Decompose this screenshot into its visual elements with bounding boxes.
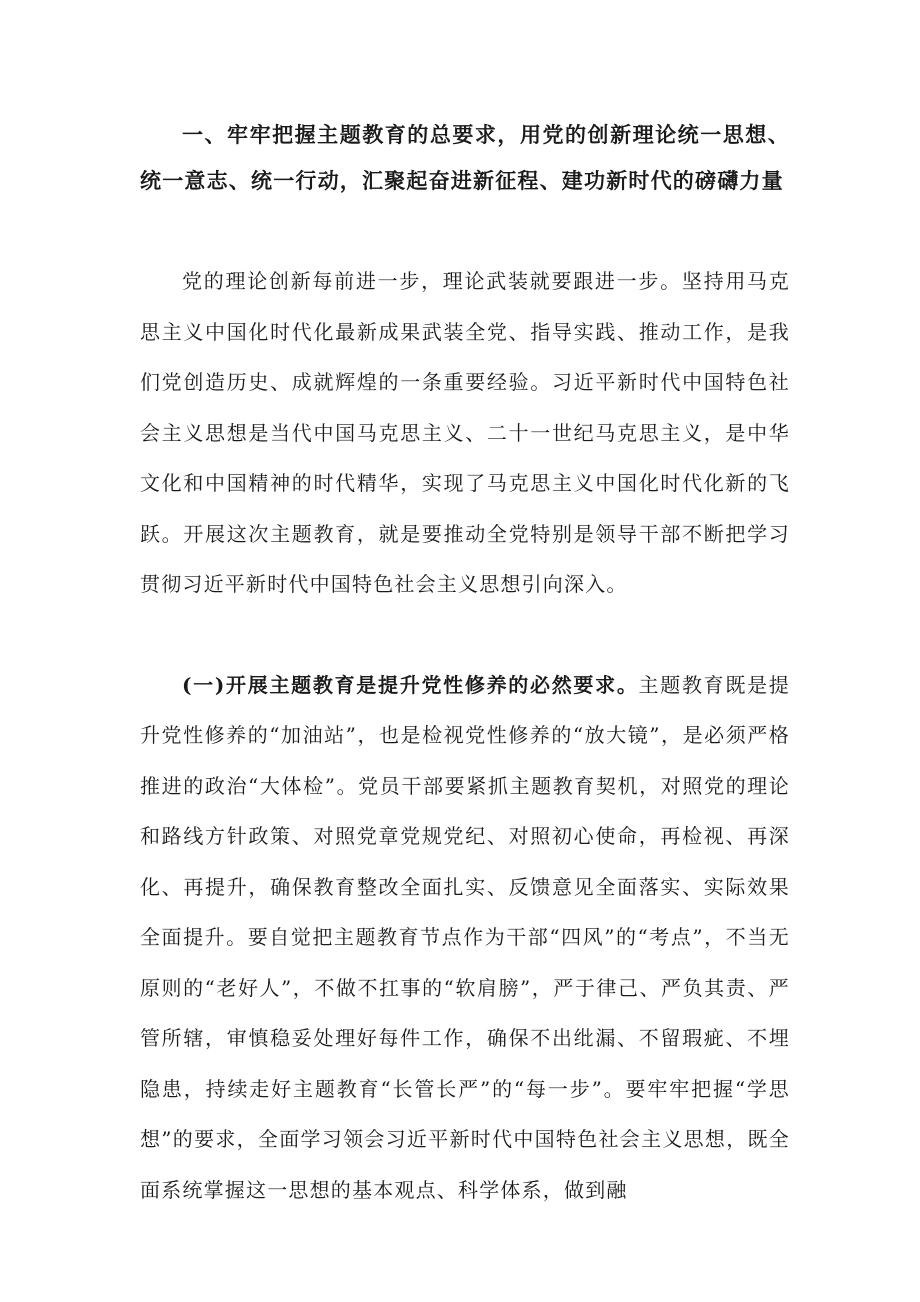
paragraph-1: 党的理论创新每前进一步，理论武装就要跟进一步。坚持用马克思主义中国化时代化最新成果武装全党、指导实践、推动工作，是我们党创造历史、成就辉煌的一条重要经验。习近平新时代中国特色社会主义思想是当代中国马克思主义、二十一世纪马克思主义，是中华文化和中国精神的时代精华，实现了马克思主义中国化时代化新的飞跃。开展这次主题教育，就是要推动全党特别是领导干部不断把学习贯彻习近平新时代中国特色社会主义思想引向深入。 (140, 269, 790, 596)
document-body (140, 112, 790, 1215)
paragraph-2-body: 主题教育既是提升党性修养的“加油站”，也是检视党性修养的“放大镜”，是必须严格推进的政治“大体检”。党员干部要紧抓主题教育契机，对照党的理论和路线方针政策、对照党章党规党纪、对照初心使命，再检视、再深化、再提升，确保教育整改全面扎实、反馈意见全面落实、实际效果全面提升。要自觉把主题教育节点作为干部“四风”的“考点”，不当无原则的“老好人”，不做不扛事的“软肩膀”，严于律己、严负其责、严管所辖，审慎稳妥处理好每件工作，确保不出纰漏、不留瑕疵、不埋隐患，持续走好主题教育“长管长严”的“每一步”。要牢牢把握“学思想”的要求，全面学习领会习近平新时代中国特色社会主义思想，既全面系统掌握这一思想的基本观点、科学体系，做到融 (140, 672, 791, 1202)
section-heading: 一、牢牢把握主题教育的总要求，用党的创新理论统一思想、统一意志、统一行动，汇聚起奋进新征程、建功新时代的磅礴力量 (140, 122, 790, 193)
paragraph-2 (140, 660, 790, 1216)
subsection-lead: (一)开展主题教育是提升党性修养的必然要求。 (182, 672, 639, 697)
